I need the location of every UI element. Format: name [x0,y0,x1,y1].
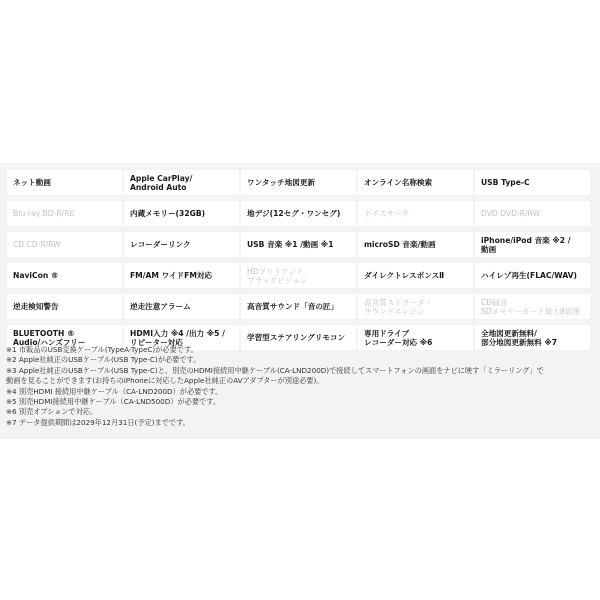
feature-cell: 全地図更新無料/ 部分地図更新無料 ※7 [475,325,590,350]
feature-cell: オンライン名称検索 [358,170,473,195]
feature-cell: 地デジ(12セグ・ワンセグ) [241,201,356,226]
feature-cell: FM/AM ワイドFM対応 [124,263,239,288]
footnote-line: ※3 Apple社純正のUSBケーブル(USB Type-C)と、別売のHDMI接続用中継ケーブル(CA-LND200D)で接続してスマートフォンの画面をナビに映す「ミラーリング」で [6,365,544,375]
feature-cell: ネット動画 [7,170,122,195]
feature-cell: microSD 音楽/動画 [358,232,473,257]
feature-cell: BLUETOOTH ® Audio/ハンズフリー [7,325,122,350]
feature-cell: 逆走検知警告 [7,294,122,319]
footnote-line: ※7 データ提供期間は2029年12月31日(予定)までです。 [6,417,190,427]
feature-cell: CD CD-R/RW [7,232,122,257]
footnote-line: ※6 別売オプションで対応。 [6,407,98,417]
footnote-line: ※2 Apple社純正のUSBケーブル(USB Type-C)が必要です。 [6,355,201,365]
feature-cell: Blu-ray BD-R/RE [7,201,122,226]
feature-cell: レコーダーリンク [124,232,239,257]
feature-cell: CD録音 SDメモリーカード最大8倍速 [475,294,590,319]
footnote-line: ※1 市販品のUSB変換ケーブル(TypeA-TypeC)が必要です。 [6,345,198,354]
feature-cell: HDプリリアント ブラックビジョン [241,263,356,288]
feature-cell: 専用ドライブ レコーダー対応 ※6 [358,325,473,350]
feature-cell: 逆走注意アラーム [124,294,239,319]
feature-cell: USB 音楽 ※1 /動画 ※1 [241,232,356,257]
feature-cell: ハイレゾ再生(FLAC/WAV) [475,263,590,288]
feature-cell: ワンタッチ地図更新 [241,170,356,195]
feature-cell: USB Type-C [475,170,590,195]
feature-cell: 高音質サウンド「音の匠」 [241,294,356,319]
feature-cell: 高音質ストラーダ・ サウンドエンジン [358,294,473,319]
footnotes [6,345,596,428]
feature-cell: DVD DVD-R/RW [475,201,590,226]
feature-cell: NaviCon ® [7,263,122,288]
feature-cell: 内蔵メモリー(32GB) [124,201,239,226]
feature-cell: HDMI入力 ※4 /出力 ※5 / リピーター対応 [124,325,239,350]
feature-cell: Apple CarPlay/ Android Auto [124,170,239,195]
feature-cell: ボイスサーチ [358,201,473,226]
feature-cell: iPhone/iPod 音楽 ※2 / 動画 [475,232,590,257]
footnote-line: ※4 別売HDMI 接続用中継ケーブル（CA-LND200D）が必要です。 [6,386,223,396]
feature-cell: 学習型ステアリングリモコン [241,325,356,350]
feature-grid [7,170,600,350]
feature-cell: ダイレクトレスポンスⅡ [358,263,473,288]
footnote-line: 動画を見ることができます(お持ちのiPhoneに対応したApple社純正のAVアダプターが別途必要)。 [6,376,324,386]
footnote-line: ※5 別売HDMI接続用中継ケーブル（CA-LND500D）が必要です。 [6,397,221,407]
